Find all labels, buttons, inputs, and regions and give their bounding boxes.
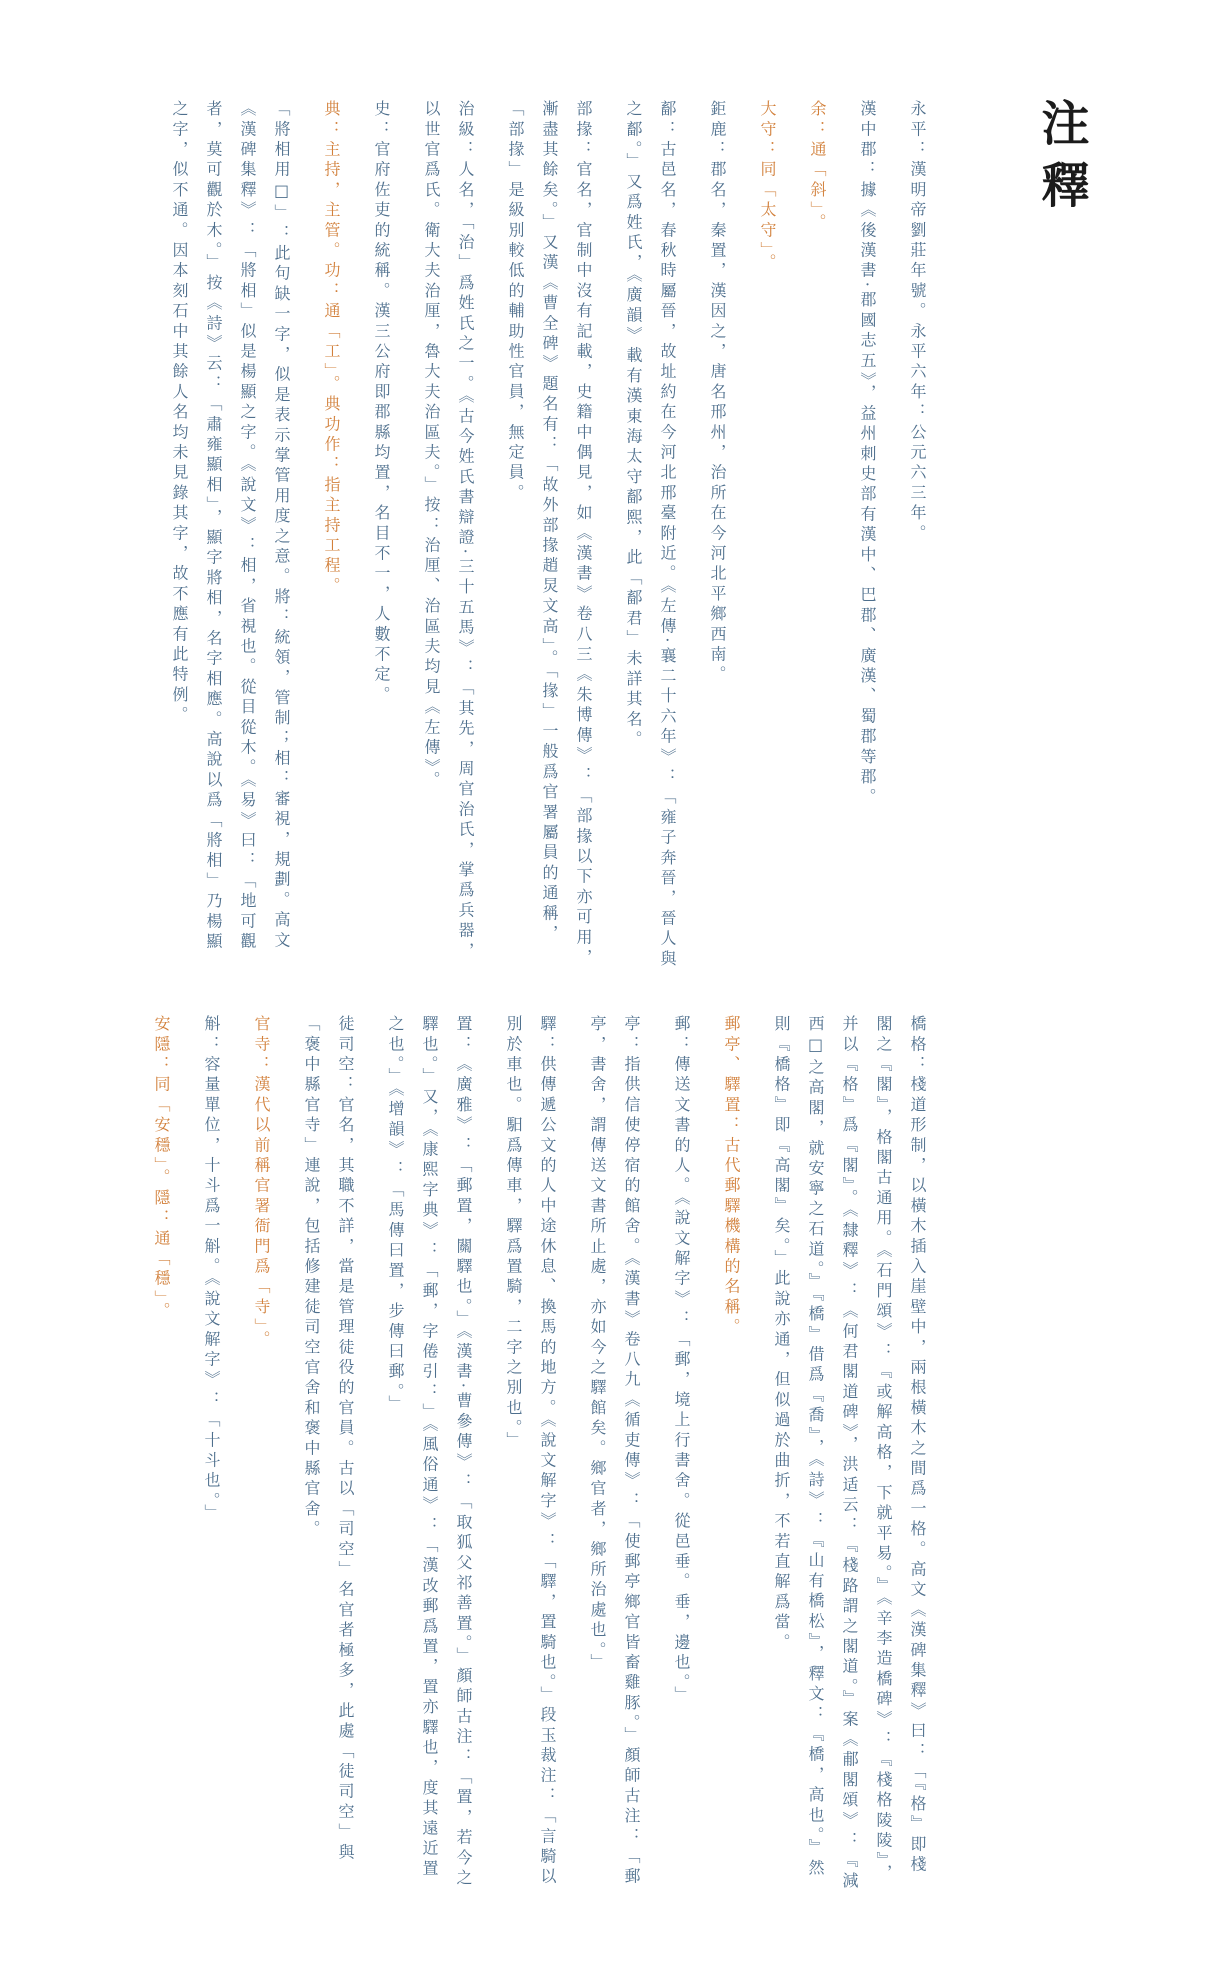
note-zhiji xyxy=(414,100,482,970)
note-yi xyxy=(496,1015,564,1895)
note-guansi xyxy=(244,1015,278,1895)
note-term: 官寺：漢代以前稱官署衙門爲「寺」。 xyxy=(252,1015,271,1351)
note-text: 徒司空：官名，其職不詳，當是管理徒役的官員。古以「司空」名官者極多，此處「徒司空」與「褒中縣官寺」連說，包括修建徒司空官舍和褒中縣官舍。 xyxy=(302,1015,355,1864)
note-text: 亭：指供信使停宿的館舍。《漢書》卷八九《循吏傳》：「使郵亭鄉官皆畜雞豚。」顏師古注：「郵亭，書舍，謂傳送文書所止處，亦如今之驛館矣。鄉官者，鄉所治處也。」 xyxy=(588,1015,641,1888)
note-ting xyxy=(580,1015,648,1895)
note-text: 斛：容量單位，十斗爲一斛。《說文解字》：「十斗也。」 xyxy=(202,1015,221,1525)
note-term: 余：通「斜」。 xyxy=(808,100,827,234)
note-qiaoge xyxy=(764,1015,934,1895)
note-dashou xyxy=(750,100,784,970)
note-yu xyxy=(800,100,834,970)
note-text: 鉅鹿：郡名，秦置，漢因之，唐名邢州，治所在今河北平鄉西南。 xyxy=(708,100,727,686)
notes-block-bottom xyxy=(152,1015,950,1895)
page-title: 注釋 xyxy=(1033,98,1089,222)
note-chu xyxy=(616,100,684,970)
note-tusikong xyxy=(294,1015,362,1895)
note-text: 鄐：古邑名，春秋時屬晉，故址約在今河北邢臺附近。《左傳·襄二十六年》：「雍子奔晉，晉人與之鄐。」又爲姓氏，《廣韻》載有漢東海太守鄐熙，此「鄐君」未詳其名。 xyxy=(624,100,677,970)
note-term: 郵亭、驛置：古代郵驛機構的名稱。 xyxy=(722,1015,741,1339)
note-text: 「將相用□」：此句缺一字，似是表示掌管用度之意。將：統領，管制；相：審視，規劃。高文《漢碑集釋》：「將相」似是楊顯之字。《說文》：相，省視也。從目從木。《易》曰：「地可觀者，莫可觀於木。」按《詩》云：「肅雍顯相」，顯字將相，名字相應。高說以爲「將相」乃楊顯之字，似不通。因本刻石中其餘人名均未見錄其字，故不應有此特例。 xyxy=(170,100,291,953)
note-you xyxy=(664,1015,698,1895)
note-text: 永平：漢明帝劉莊年號。永平六年：公元六三年。 xyxy=(908,100,927,545)
notes-block-top xyxy=(170,100,950,970)
note-text: 橋格：棧道形制，以橫木插入崖壁中，兩根橫木之間爲一格。高文《漢碑集釋》曰：「『格』即棧閣之『閣』，格閣古通用。《石門頌》：『或解高格，下就平易。』《辛李造橋碑》：『棧格陵陵』，并以『格』爲『閣』。《隸釋》：《何君閣道碑》，洪适云：『棧路謂之閣道。』案《郙閣頌》：『減西□之高閣，就安寧之石道。』『橋』借爲『喬』，《詩》：『山有橋松』，釋文：『橋，高也。』然則『橋格』即『高閣』矣。」此說亦通，但似過於曲折，不若直解爲當。 xyxy=(772,1015,927,1892)
note-buyuan xyxy=(498,100,600,970)
note-term: 典：主持，主管。功：通「工」。典功作：指主持工程。 xyxy=(322,100,341,597)
note-text: 郵：傳送文書的人。《說文解字》：「郵，境上行書舍。從邑垂。垂，邊也。」 xyxy=(672,1015,691,1706)
note-yongping xyxy=(900,100,934,970)
note-text: 驛：供傳遞公文的人中途休息、換馬的地方。《說文解字》：「驛，置騎也。」段玉裁注：「言騎以別於車也。馹爲傳車，驛爲置騎，二字之別也。」 xyxy=(504,1015,557,1888)
note-youting-yizhi xyxy=(714,1015,748,1895)
note-term: 安隱：同「安穩」。隱：通「穩」。 xyxy=(152,1015,171,1323)
note-julu xyxy=(700,100,734,970)
note-text: 漢中郡：據《後漢書·郡國志五》，益州刺史部有漢中、巴郡、廣漢、蜀郡等郡。 xyxy=(858,100,877,809)
note-jiangxiang xyxy=(162,100,298,970)
note-text: 置：《廣雅》：「郵置，關驛也。」《漢書·曹參傳》：「取狐父祁善置。」顏師古注：「置，若今之驛也。」又，《康熙字典》：「郵，字倦引：」《風俗通》：「漢改郵爲置，置亦驛也，度其遠近置之也。」《增韻》：「馬傳曰置，步傳曰郵。」 xyxy=(386,1015,473,1890)
note-shi xyxy=(364,100,398,970)
note-hanzhong xyxy=(850,100,884,970)
note-hu xyxy=(194,1015,228,1895)
note-term: 大守：同「太守」。 xyxy=(758,100,777,274)
note-text: 史：官府佐吏的統稱。漢三公府即郡縣均置，名目不一，人數不定。 xyxy=(372,100,391,706)
note-anyin xyxy=(144,1015,178,1895)
note-text: 部掾：官名，官制中沒有記載，史籍中偶見，如《漢書》卷八三《朱博傳》：「部掾以下亦可用，漸盡其餘矣。」又漢《曹全碑》題名有：「故外部掾趙炅文高」。「掾」一般爲官署屬員的通稱，「部掾」是級別較低的輔助性官員，無定員。 xyxy=(506,100,593,969)
note-zhi xyxy=(378,1015,480,1895)
note-text: 治級：人名，「治」爲姓氏之一。《古今姓氏書辯證·三十五馬》：「其先，周官治氏，掌爲兵器，以世官爲氏。衛大夫治厘，魯大夫治區夫。」按：治厘、治區夫均見《左傳》。 xyxy=(422,100,475,962)
note-dian xyxy=(314,100,348,970)
